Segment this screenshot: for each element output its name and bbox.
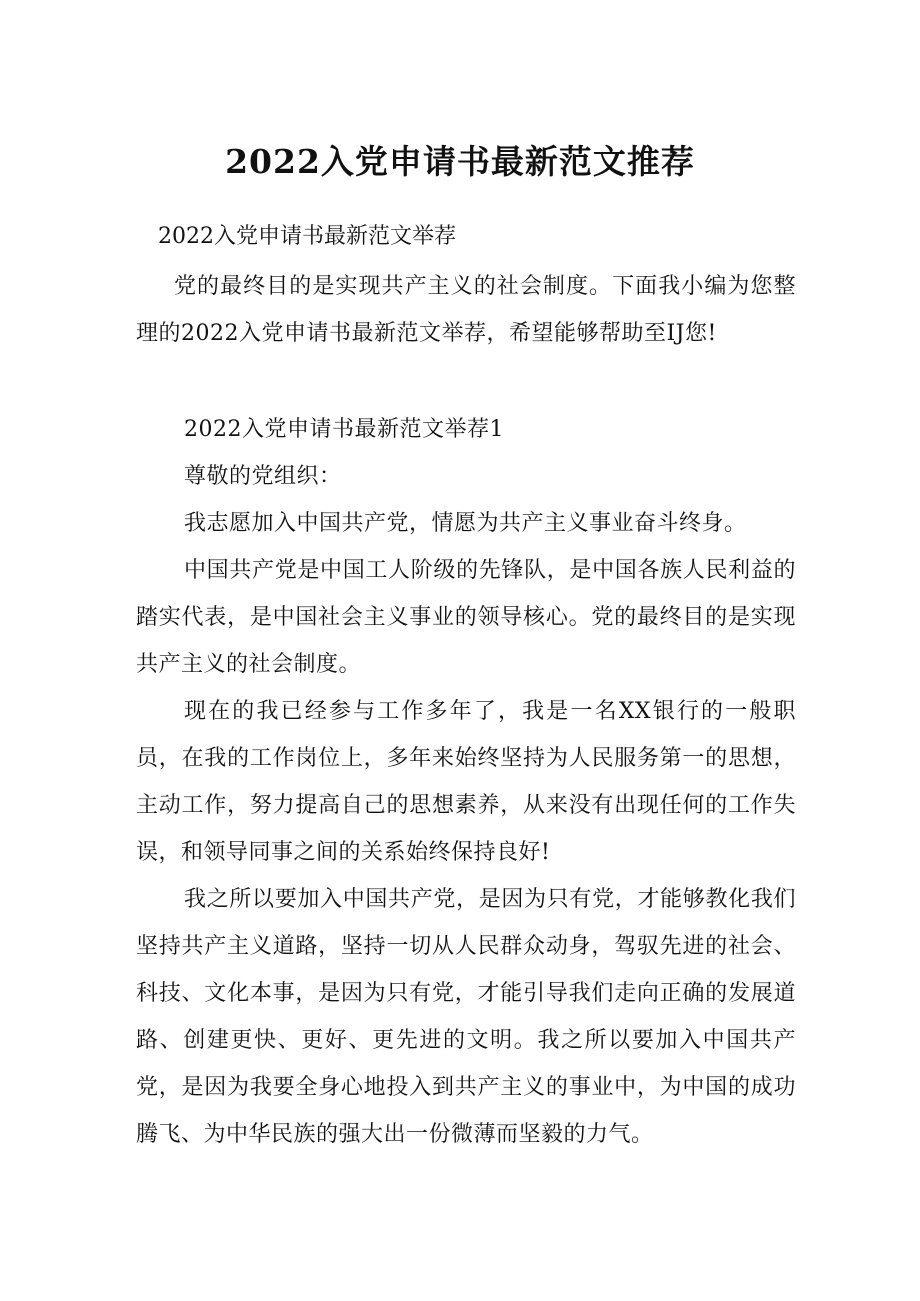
intro-section	[136, 263, 796, 357]
body-paragraph-2: 中国共产党是中国工人阶级的先锋队，是中国各族人民利益的踏实代表，是中国社会主义事业的领导核心。党的最终目的是实现共产主义的社会制度。	[136, 558, 796, 677]
document-title: 2022入党申请书最新范文推荐	[225, 142, 695, 181]
body-paragraph-4: 我之所以要加入中国共产党，是因为只有党，才能够教化我们坚持共产主义道路，坚持一切从人民群众动身，驾驭先进的社会、科技、文化本事，是因为只有党，才能引导我们走向正确的发展道路、创建更快、更好、更先进的文明。我之所以要加入中国共产党，是因为我要全身心地投入到共产主义的事业中，为中国的成功腾飞、为中华民族的强大出一份微薄而坚毅的力气。	[136, 887, 796, 1147]
document-subtitle: 2022入党申请书最新范文举荐	[158, 224, 456, 249]
article-body	[136, 406, 796, 1158]
intro-paragraph: 党的最终目的是实现共产主义的社会制度。下面我小编为您整理的2022入党申请书最新范文举荐，希望能够帮助至IJ您!	[136, 274, 796, 346]
body-paragraph-1: 我志愿加入中国共产党，情愿为共产主义事业奋斗终身。	[184, 511, 747, 536]
section-heading: 2022入党申请书最新范文举荐1	[184, 417, 504, 442]
body-paragraph-3: 现在的我已经参与工作多年了，我是一名XX银行的一般职员，在我的工作岗位上，多年来始终坚持为人民服务第一的思想，主动工作，努力提高自己的思想素养，从来没有出现任何的工作失误，和领导同事之间的关系始终保持良好!	[136, 699, 796, 865]
salutation: 尊敬的党组织：	[184, 464, 342, 489]
